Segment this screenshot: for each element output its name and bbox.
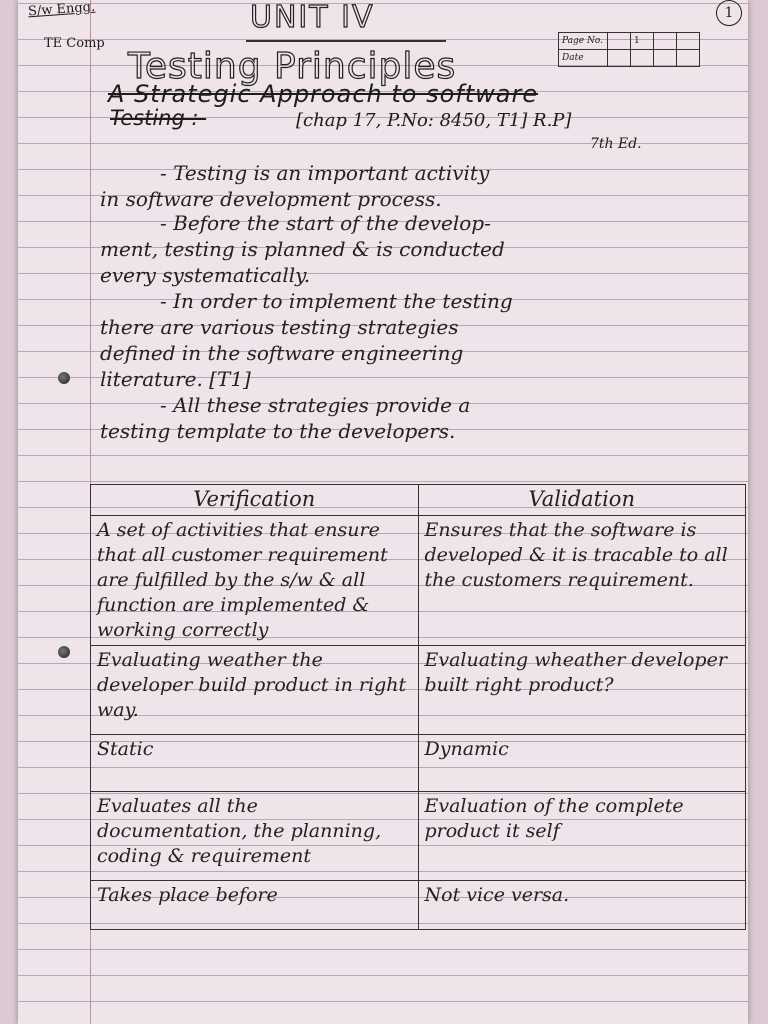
page-number-circle: 1 — [716, 0, 742, 26]
paragraph-line: - In order to implement the testing — [160, 289, 513, 313]
subtitle-line-1: A Strategic Approach to software — [108, 80, 539, 108]
table-row — [91, 516, 746, 646]
edition-note: 7th Ed. — [590, 136, 642, 152]
paragraph-line: in software development process. — [100, 187, 442, 211]
table-row — [91, 881, 746, 930]
page-title: Testing Principles — [128, 46, 457, 87]
paragraph-3 — [100, 288, 740, 392]
verification-cell: Evaluating weather the developer build product in right way. — [91, 646, 419, 735]
date-label: Date — [559, 50, 608, 67]
page-no-value: 1 — [631, 33, 654, 50]
validation-cell: Ensures that the software is developed & it is tracable to all the customers requirement. — [418, 516, 746, 646]
verification-cell: Takes place before — [91, 881, 419, 930]
verification-cell: A set of activities that ensure that all customer requirement are fulfilled by the s/w & all function are implemented & working correctly — [91, 516, 419, 646]
paragraph-line: literature. [T1] — [100, 367, 251, 391]
paragraph-line: there are various testing strategies — [100, 315, 459, 339]
notebook-page — [18, 0, 748, 1024]
paragraph-line: - Testing is an important activity — [160, 161, 490, 185]
reference-note: [chap 17, P.No: 8450, T1] R.P] — [296, 110, 572, 131]
table-row — [91, 735, 746, 792]
paragraph-4 — [100, 392, 740, 444]
paragraph-line: ment, testing is planned & is conducted — [100, 237, 505, 261]
paragraph-line: - Before the start of the develop- — [160, 211, 491, 235]
unit-underline — [246, 40, 446, 42]
page-no-label: Page No. — [559, 33, 608, 50]
verification-cell: Evaluates all the documentation, the planning, coding & requirement — [91, 792, 419, 881]
subtitle-line-2: Testing :- — [110, 106, 207, 130]
punch-hole-mark — [58, 646, 70, 658]
verification-cell: Static — [91, 735, 419, 792]
validation-cell: Evaluating wheather developer built right product? — [418, 646, 746, 735]
table-header-row — [91, 485, 746, 516]
table-row — [91, 792, 746, 881]
subject-label: S/w Engg. — [27, 0, 96, 20]
paragraph-line: defined in the software engineering — [100, 341, 464, 365]
validation-cell: Dynamic — [418, 735, 746, 792]
paragraph-line: every systematically. — [100, 263, 311, 287]
punch-hole-mark — [58, 372, 70, 384]
paragraph-line: - All these strategies provide a — [160, 393, 471, 417]
unit-heading: UNIT IV — [250, 0, 375, 35]
paragraph-line: testing template to the developers. — [100, 419, 456, 443]
header-validation: Validation — [418, 485, 746, 516]
table-row — [91, 646, 746, 735]
verification-validation-table — [90, 484, 746, 930]
class-label: TE Comp — [44, 36, 105, 51]
header-verification: Verification — [91, 485, 419, 516]
validation-cell: Not vice versa. — [418, 881, 746, 930]
page-date-box — [558, 32, 700, 67]
validation-cell: Evaluation of the complete product it self — [418, 792, 746, 881]
paragraph-2 — [100, 210, 740, 288]
paragraph-1 — [100, 160, 740, 212]
